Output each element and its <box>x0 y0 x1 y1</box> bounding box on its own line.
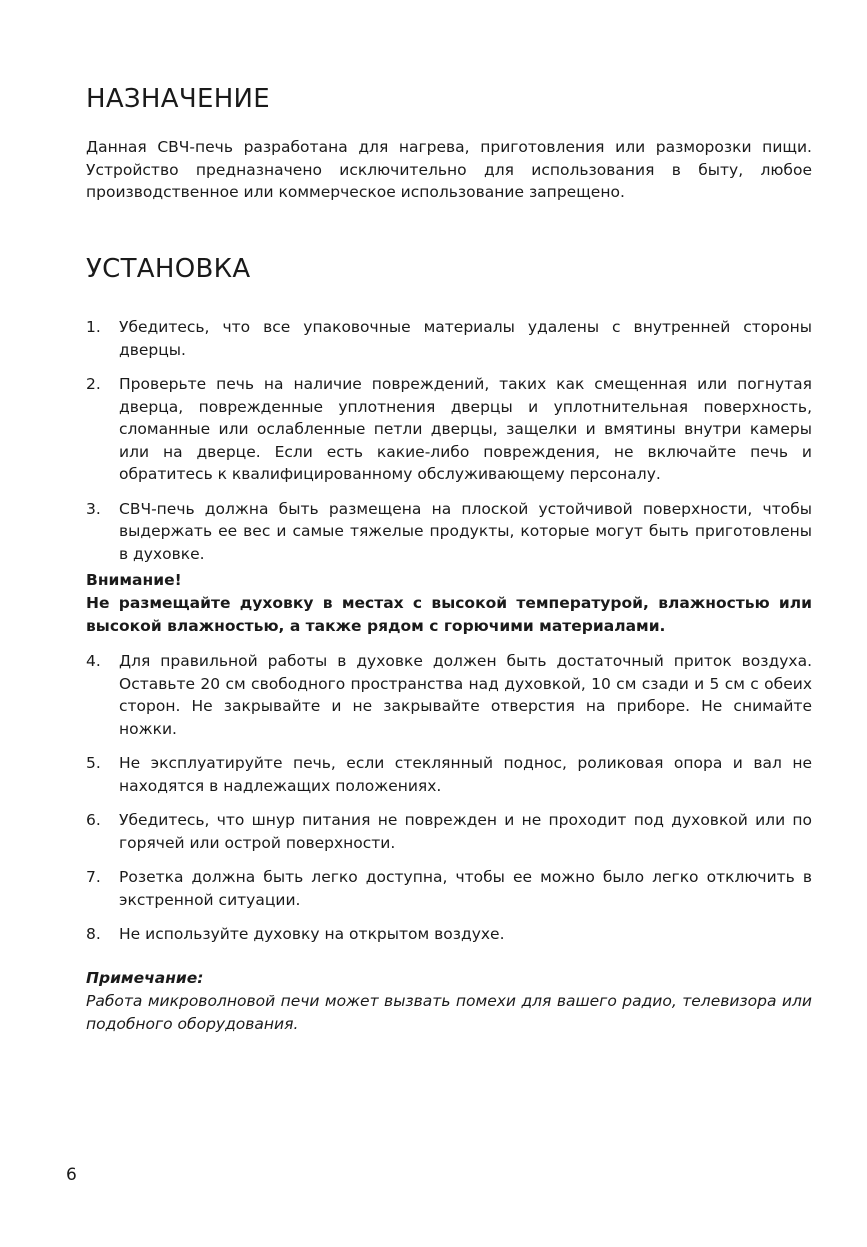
warning-title: Внимание! <box>86 571 182 589</box>
list-item <box>86 752 812 797</box>
list-item-text: Розетка должна быть легко доступна, чтобы ее можно было легко отключить в экстренной ситуации. <box>119 868 812 909</box>
list-item-number: 6. <box>86 811 101 829</box>
list-item-number: 2. <box>86 375 101 393</box>
list-item-number: 8. <box>86 925 101 943</box>
note-title: Примечание: <box>86 969 204 987</box>
warning-text: Не размещайте духовку в местах с высокой температурой, влажностью или высокой влажностью, а также рядом с горючими материалами. <box>86 594 812 635</box>
installation-list-a <box>86 316 812 565</box>
section-title-installation: УСТАНОВКА <box>86 254 251 284</box>
list-item-number: 1. <box>86 318 101 336</box>
list-item-number: 3. <box>86 499 101 518</box>
note-text: Работа микроволновой печи может вызвать помехи для вашего радио, телевизора или подобного оборудования. <box>86 992 812 1033</box>
installation-list-b <box>86 650 812 946</box>
list-item <box>86 373 812 486</box>
section-title-purpose: НАЗНАЧЕНИЕ <box>86 84 271 114</box>
page-number: 6 <box>66 1165 77 1185</box>
list-item-number: 5. <box>86 754 101 772</box>
list-item <box>86 316 812 361</box>
list-item <box>86 866 812 911</box>
list-item <box>86 923 812 946</box>
list-item-text: Для правильной работы в духовке должен быть достаточный приток воздуха. Оставьте 20 см свободного пространства над духовкой, 10 см сзади и 5 см с обеих сторон. Не закрывайте и не закрывайте отверстия на приборе. Не снимайте ножки. <box>119 652 812 738</box>
list-item <box>86 498 812 566</box>
list-item-number: 7. <box>86 868 101 886</box>
list-item-text: Убедитесь, что шнур питания не поврежден и не проходит под духовкой или по горячей или острой поверхности. <box>119 811 812 852</box>
list-item-text: Проверьте печь на наличие повреждений, таких как смещенная или погнутая дверца, поврежденные уплотнения дверцы и уплотнительная поверхность, сломанные или ослабленные петли дверцы, защелки и вмятины внутри камеры или на дверце. Если есть какие-либо повреждения, не включайте печь и обратитесь к квалифицированному обслуживающему персоналу. <box>119 375 812 483</box>
list-item-number: 4. <box>86 652 101 670</box>
list-item-text: Не используйте духовку на открытом воздухе. <box>119 925 505 943</box>
list-item <box>86 650 812 740</box>
list-item-text: СВЧ-печь должна быть размещена на плоской устойчивой поверхности, чтобы выдержать ее вес и самые тяжелые продукты, которые могут быть приготовлены в духовке. <box>119 499 812 563</box>
list-item <box>86 809 812 854</box>
purpose-paragraph: Данная СВЧ-печь разработана для нагрева, приготовления или разморозки пищи. Устройство предназначено исключительно для использования в быту, любое производственное или коммерческое использование запрещено. <box>86 138 812 201</box>
list-item-text: Не эксплуатируйте печь, если стеклянный поднос, роликовая опора и вал не находятся в надлежащих положениях. <box>119 754 812 795</box>
list-item-text: Убедитесь, что все упаковочные материалы удалены с внутренней стороны дверцы. <box>119 318 812 359</box>
